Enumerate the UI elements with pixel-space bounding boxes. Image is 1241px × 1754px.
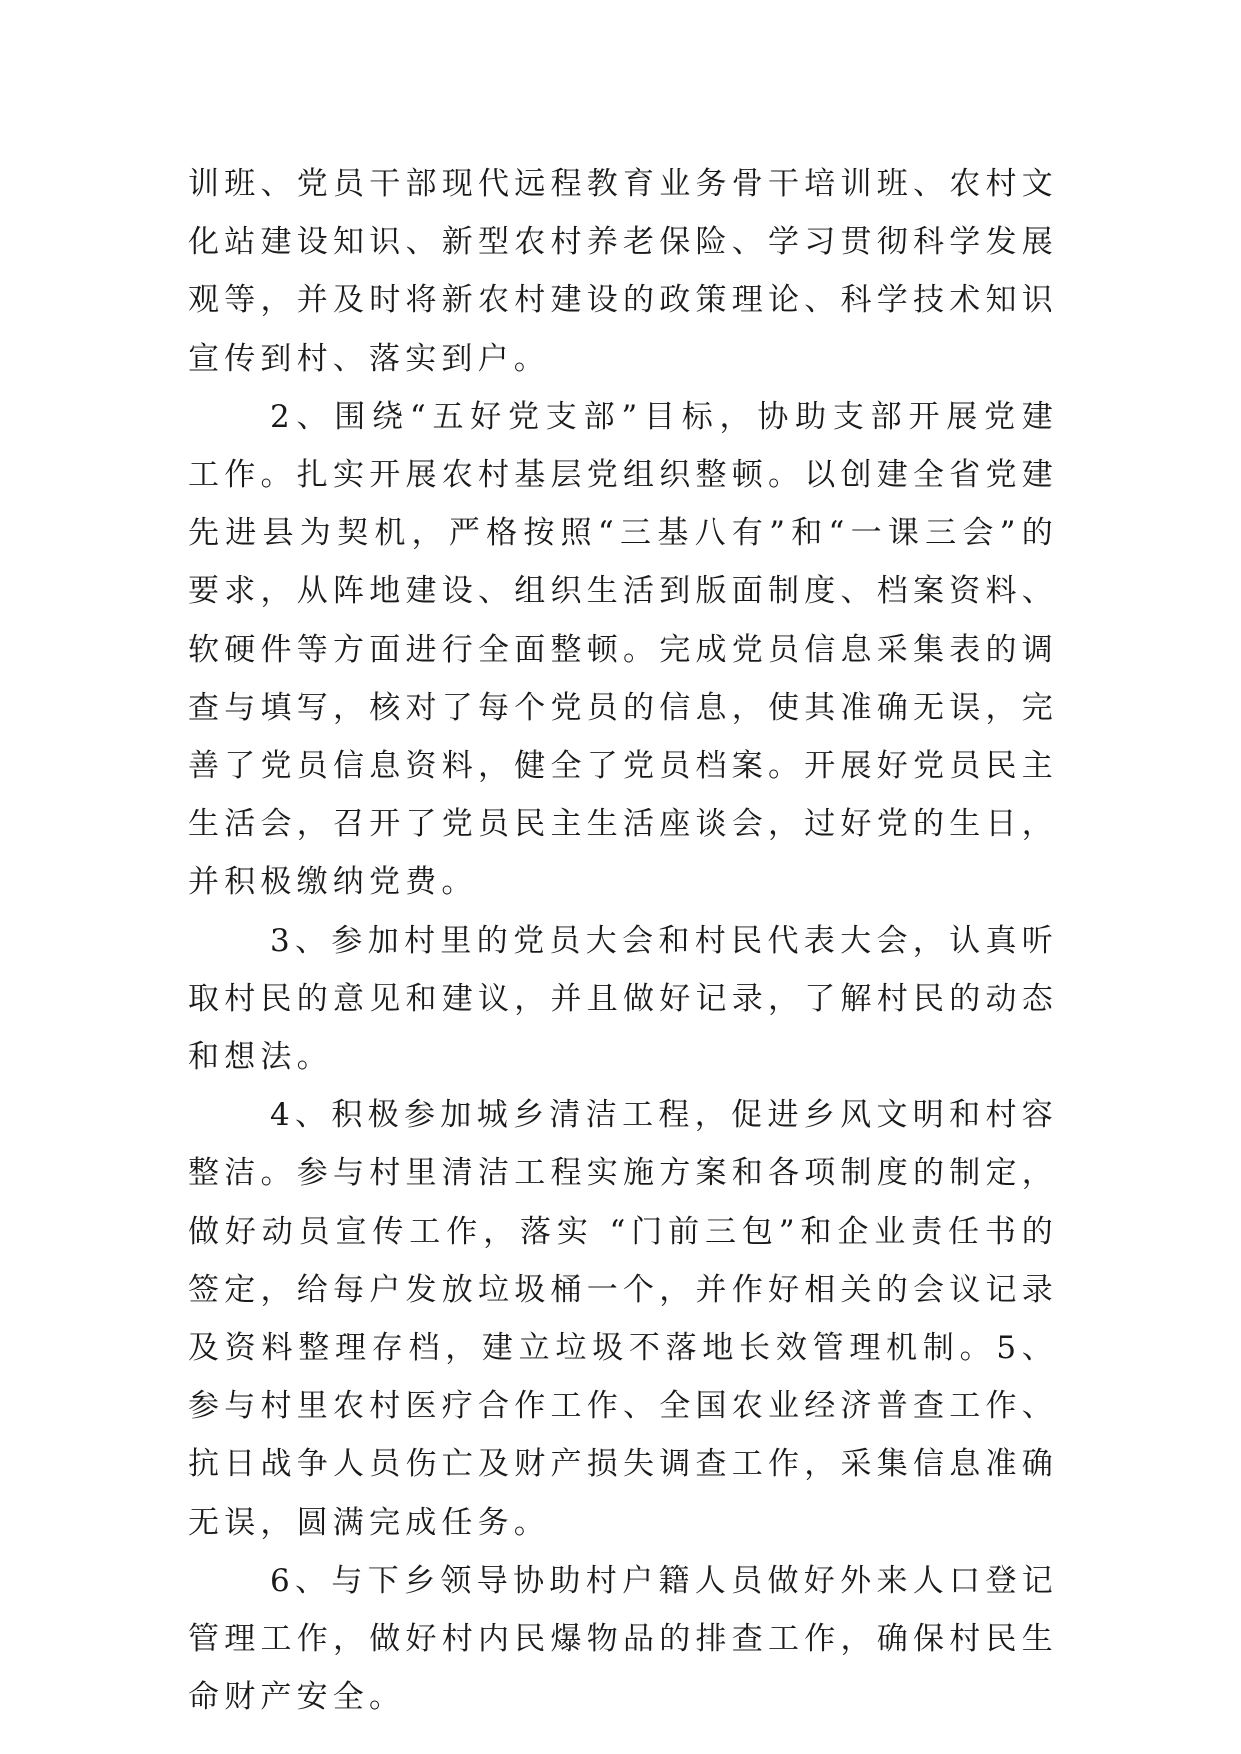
paragraph-continued-training: 训班、党员干部现代远程教育业务骨干培训班、农村文化站建设知识、新型农村养老保险、学习贯彻科学发展观等，并及时将新农村建设的政策理论、科学技术知识宣传到村、落实到户。 bbox=[188, 166, 1058, 377]
document-page bbox=[188, 155, 1058, 1726]
paragraph-item-3-meetings: 3、参加村里的党员大会和村民代表大会，认真听取村民的意见和建议，并且做好记录，了解村民的动态和想法。 bbox=[188, 922, 1058, 1076]
paragraph-item-4-5-cleanliness: 4、积极参加城乡清洁工程，促进乡风文明和村容整洁。参与村里清洁工程实施方案和各项制度的制定，做好动员宣传工作，落实 “门前三包”和企业责任书的签定，给每户发放垃圾桶一个，并作好相关的会议记录及资料整理存档，建立垃圾不落地长效管理机制。5、参与村里农村医疗合作工作、全国农业经济普查工作、抗日战争人员伤亡及财产损失调查工作，采集信息准确无误，圆满完成任务。 bbox=[188, 1097, 1058, 1541]
paragraph-item-2-party-building: 2、围绕“五好党支部”目标，协助支部开展党建工作。扎实开展农村基层党组织整顿。以创建全省党建先进县为契机，严格按照“三基八有”和“一课三会”的要求，从阵地建设、组织生活到版面制度、档案资料、软硬件等方面进行全面整顿。完成党员信息采集表的调查与填写，核对了每个党员的信息，使其准确无误，完善了党员信息资料，健全了党员档案。开展好党员民主生活会，召开了党员民主生活座谈会，过好党的生日，并积极缴纳党费。 bbox=[188, 398, 1058, 901]
paragraph-item-6-registration: 6、与下乡领导协助村户籍人员做好外来人口登记管理工作，做好村内民爆物品的排查工作，确保村民生命财产安全。 bbox=[188, 1562, 1058, 1716]
